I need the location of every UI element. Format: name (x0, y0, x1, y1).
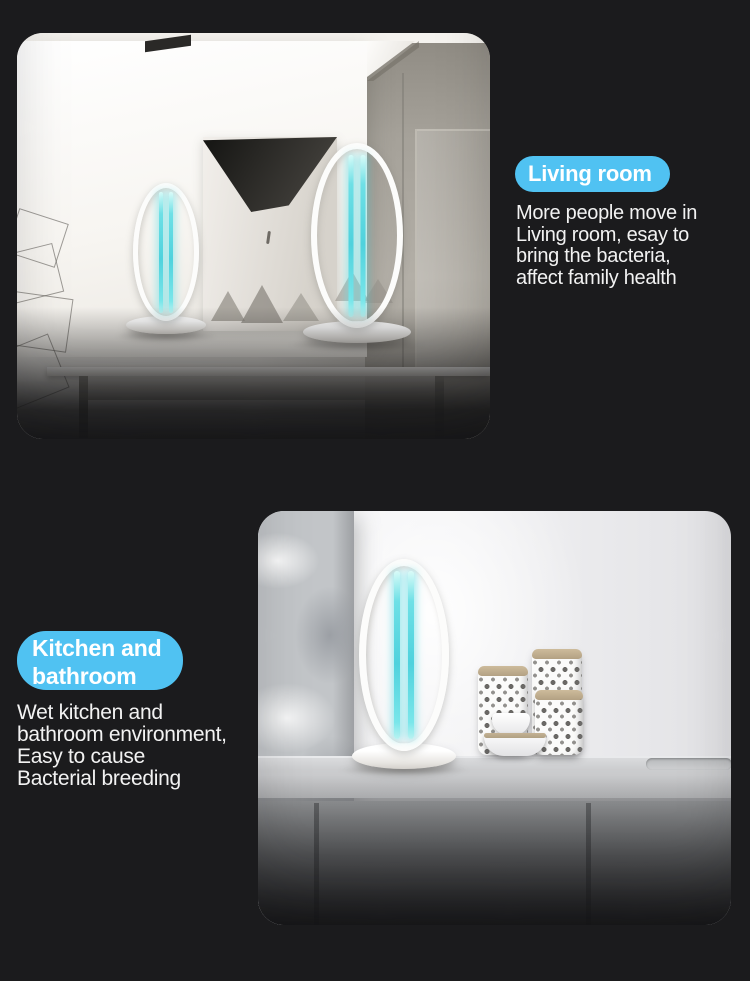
canister-lid (535, 690, 583, 700)
description-line: bathroom environment, (17, 723, 227, 746)
living-room-photo (17, 33, 490, 439)
white-bowl (484, 733, 546, 756)
description-line: Wet kitchen and (17, 701, 163, 724)
ceramic-canister-set (478, 649, 598, 759)
uv-tubes (159, 192, 173, 313)
kitchen-bathroom-description (17, 702, 227, 790)
canister-lid (532, 649, 582, 659)
description-line: Bacterial breeding (17, 767, 181, 790)
uv-tube (349, 155, 354, 317)
kitchen-bathroom-badge (17, 631, 183, 690)
canister-lid (478, 666, 528, 676)
uv-tube (361, 155, 366, 317)
uv-tube (394, 571, 400, 739)
uv-tube (408, 571, 414, 739)
kitchen-badge-line: bathroom (32, 663, 137, 689)
artwork-figure-sketch (266, 231, 271, 244)
photo-bottom-fade (17, 307, 490, 439)
description-line: Living room, esay to (516, 223, 689, 246)
uv-tube (169, 192, 173, 313)
description-line: More people move in (516, 202, 698, 224)
living-room-badge (515, 156, 670, 192)
description-line: affect family health (516, 266, 677, 289)
photo-bottom-fade (258, 775, 731, 925)
uv-tube (159, 192, 163, 313)
living-room-description (516, 203, 697, 289)
uv-tubes (394, 571, 414, 739)
description-line: bring the bacteria, (516, 245, 671, 267)
living-room-badge-label: Living room (528, 161, 652, 186)
description-line: Easy to cause (17, 745, 146, 768)
kitchen-badge-line: Kitchen and (32, 635, 162, 661)
sink-edge (646, 758, 731, 770)
uv-tubes (349, 155, 366, 317)
kitchen-photo (258, 511, 731, 925)
